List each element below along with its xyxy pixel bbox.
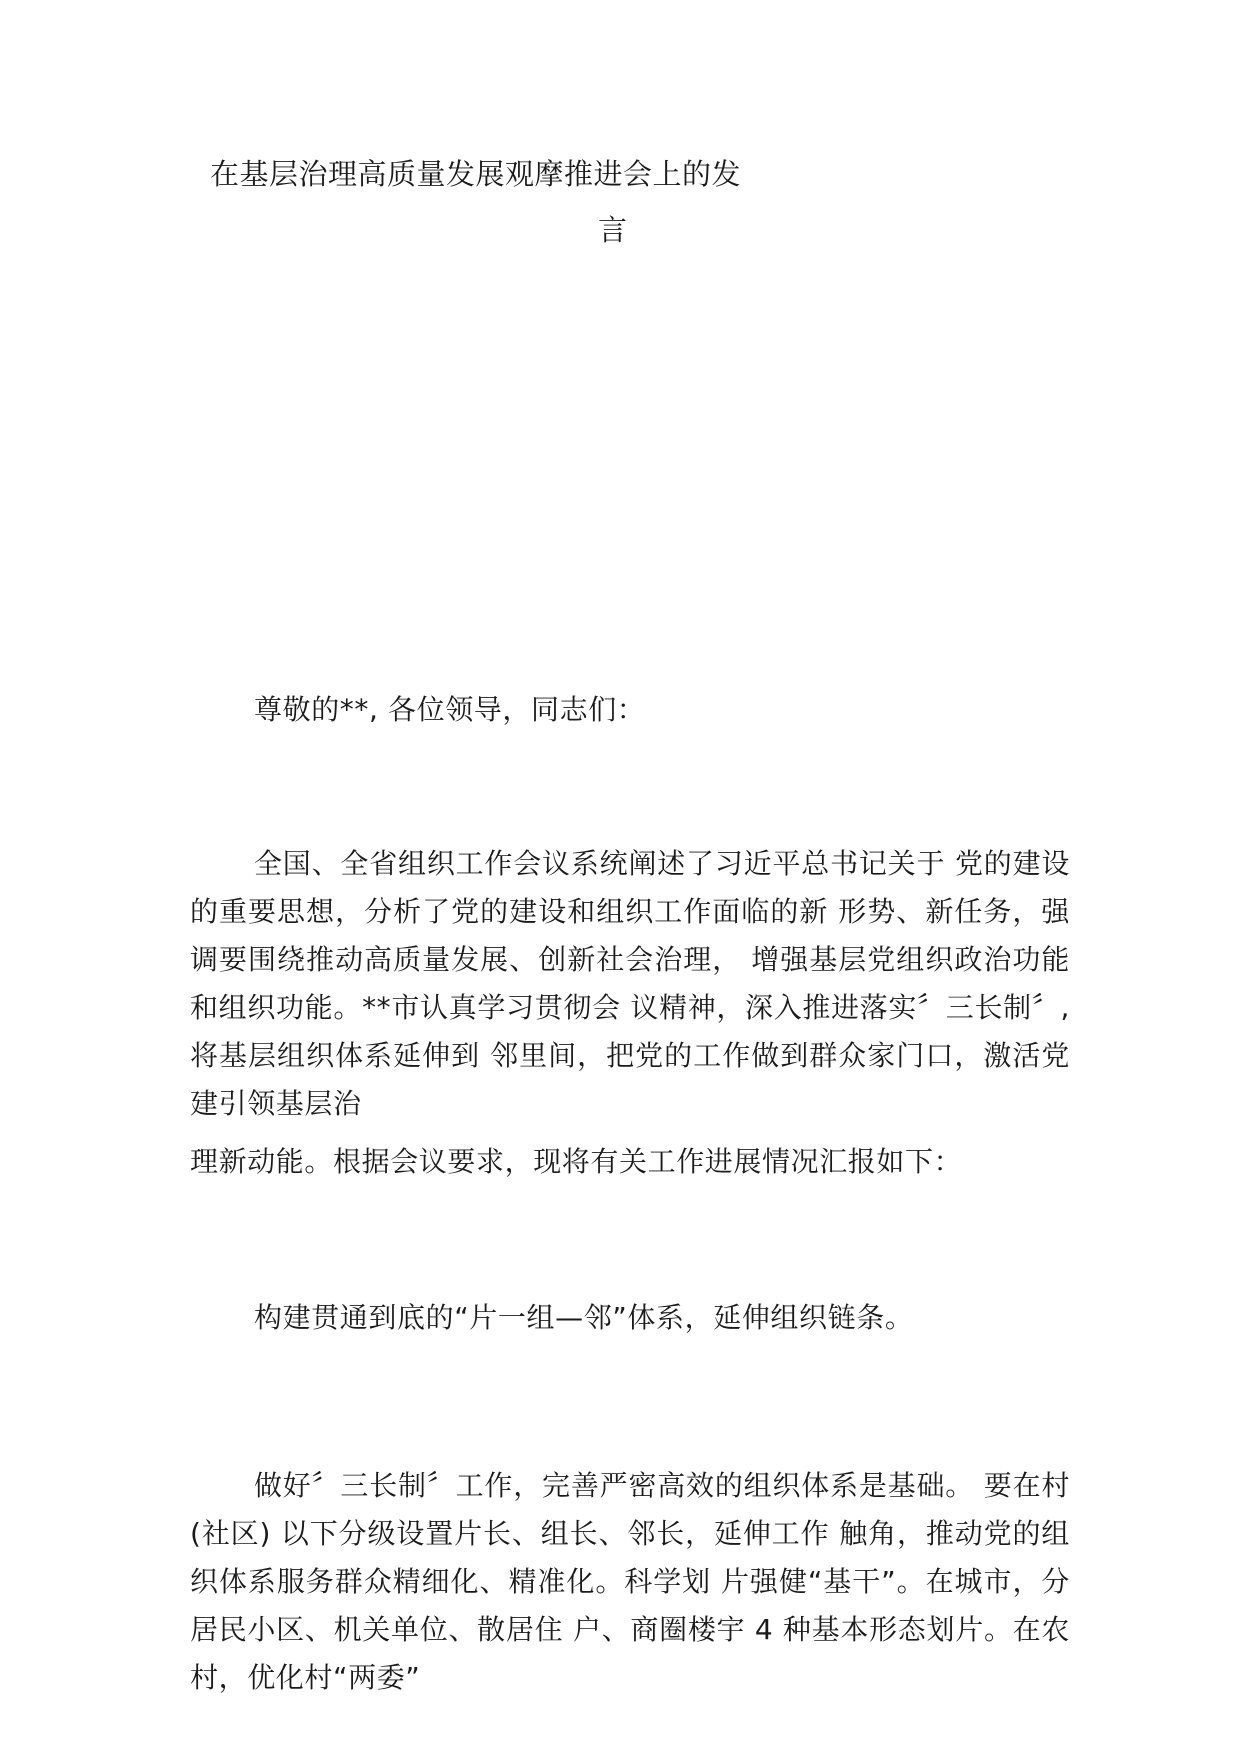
document-title: 在基层治理高质量发展观摩推进会上的发 bbox=[210, 157, 742, 191]
paragraph-intro: 全国、全省组织工作会议系统阐述了习近平总书记关于 党的建设的重要思想，分析了党的建设和组织工作面临的新 形势、新任务，强调要围绕推动高质量发展、创新社会治理， 增强基层党组织政治功能和组织功能。**市认真学习贯彻会 议精神，深入推进落实〞三长制〞, 将基层组织体系延伸到 邻里间，把党的工作做到群众家门口，激活党建引领基层治 bbox=[190, 847, 1070, 1120]
section-heading: 构建贯通到底的“片一组—邻”体系，延伸组织链条。 bbox=[254, 1301, 914, 1334]
paragraph-intro-continued: 理新动能。根据会议要求，现将有关工作进展情况汇报如下： bbox=[190, 1145, 963, 1178]
paragraph-section-body: 做好〞三长制〞工作，完善严密高效的组织体系是基础。 要在村(社区) 以下分级设置片长、组长、邻长，延伸工作 触角，推动党的组织体系服务群众精细化、精准化。科学划 片强健“基干”。在城市，分居民小区、机关单位、散居住 户、商圈楼宇 4 种基本形态划片。在农村，优化村“两委” bbox=[190, 1469, 1070, 1694]
document-title-continued: 言 bbox=[598, 213, 628, 247]
greeting: 尊敬的**, 各位领导，同志们： bbox=[254, 693, 646, 726]
